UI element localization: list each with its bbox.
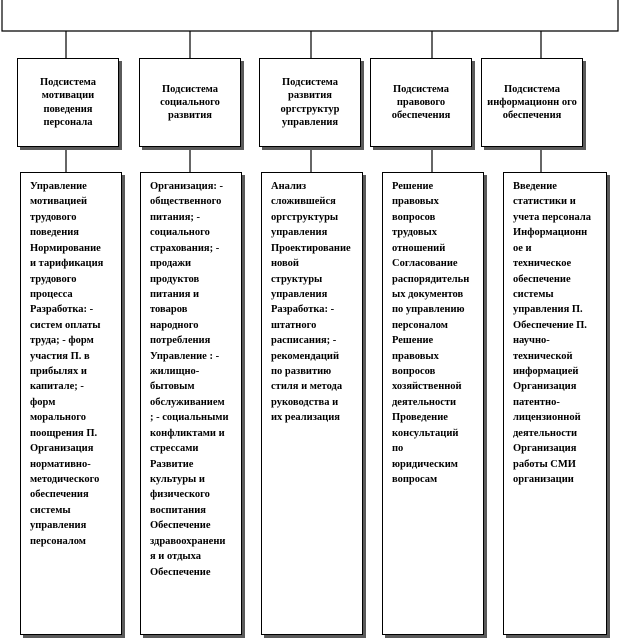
functions-text: Анализ сложившейся оргструктуры управления Проектирование новой структуры управления Разработка: - штатного расписания; - рекомендаций по развитию стиля и метода руководства и их реализация <box>271 181 351 424</box>
subsystem-header-social <box>139 58 241 147</box>
functions-text: Управление мотивацией трудового поведения Нормирование и тарификация трудового процесса Разработка: - систем оплаты труда; - форм участия П. в прибылях и капитале; - форм морального поощрения П. Организация нормативно- методического обеспечения системы управления персоналом <box>30 181 104 547</box>
subsystem-title: Подсистема развития оргструктур управления <box>280 76 340 128</box>
top-bracket <box>2 0 618 31</box>
subsystem-header-legal <box>370 58 472 147</box>
subsystem-title: Подсистема информационн ого обеспечения <box>487 83 577 122</box>
subsystem-header-orgstructure <box>259 58 361 147</box>
subsystem-functions-orgstructure <box>261 172 363 635</box>
functions-text: Введение статистики и учета персонала Информационн ое и техническое обеспечение системы управления П. Обеспечение П. научно- технической информацией Организация патентно- лицензионной деятельности Организация работы СМИ организации <box>513 181 591 486</box>
subsystem-header-motivation <box>17 58 119 147</box>
subsystem-functions-social <box>140 172 242 635</box>
subsystem-functions-legal <box>382 172 484 635</box>
subsystem-title: Подсистема социального развития <box>160 83 220 122</box>
functions-text: Организация: - общественного питания; - социального страхования; - продажи продуктов питания и товаров народного потребления Управление : - жилищно- бытовым обслуживанием ; - социальными конфликтами и стрессами Развитие культуры и физического воспитания Обеспечение здравоохранени я и отдыха Обеспечение <box>150 181 229 578</box>
subsystem-header-information <box>481 58 583 147</box>
subsystem-functions-information <box>503 172 607 635</box>
subsystem-title: Подсистема мотивации поведения персонала <box>40 76 96 128</box>
functions-text: Решение правовых вопросов трудовых отношений Согласование распорядительн ых документов по управлению персоналом Решение правовых вопросов хозяйственной деятельности Проведение консультаций по юридическим вопросам <box>392 181 470 486</box>
subsystem-title: Подсистема правового обеспечения <box>391 83 451 122</box>
subsystem-functions-motivation <box>20 172 122 635</box>
